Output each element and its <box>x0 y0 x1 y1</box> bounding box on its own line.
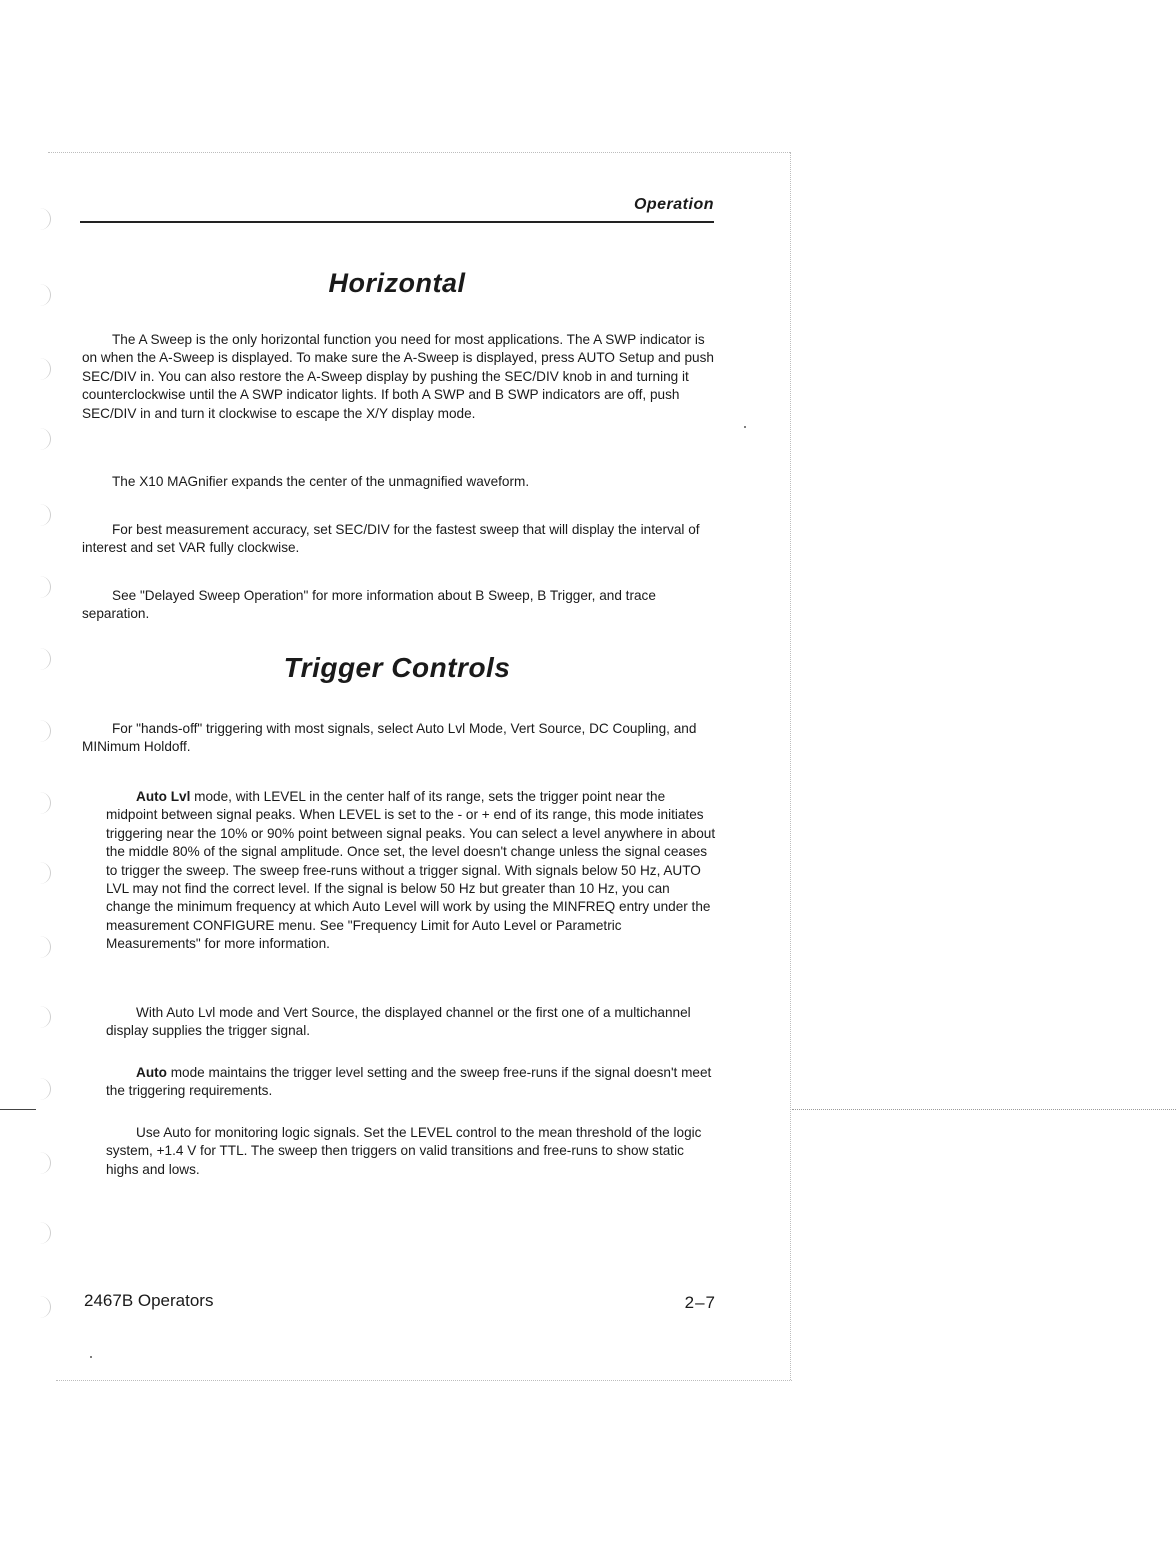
scan-edge-right <box>790 152 791 1380</box>
footer-page-number: 2–7 <box>684 1293 716 1312</box>
binder-hole-mark <box>36 862 51 884</box>
scan-line-left <box>0 1109 36 1110</box>
trigger-paragraph-1: For "hands-off" triggering with most signals, select Auto Lvl Mode, Vert Source, DC Coupling, and MINimum Holdoff. <box>82 721 697 755</box>
binder-hole-mark <box>36 284 51 306</box>
binder-hole-mark <box>36 504 51 526</box>
binder-hole-mark <box>36 792 51 814</box>
binder-hole-mark <box>36 576 51 598</box>
trigger-paragraph-auto <box>106 1064 718 1101</box>
binder-hole-mark <box>36 1078 51 1100</box>
scan-speck <box>90 1356 92 1358</box>
binder-hole-mark <box>36 1222 51 1244</box>
horizontal-paragraph-1: The A Sweep is the only horizontal function you need for most applications. The A SWP indicator is on when the A-Sweep is displayed. To make sure the A-Sweep is displayed, press AUTO Setup and push SEC/DIV in. You can also restore the A-Sweep display by pushing the SEC/DIV knob in and turning it counterclockwise until the A SWP indicator lights. If both A SWP and B SWP indicators are off, push SEC/DIV in and turn it clockwise to escape the X/Y display mode. <box>82 332 714 421</box>
binder-hole-mark <box>36 1152 51 1174</box>
auto-text: mode maintains the trigger level setting and the sweep free-runs if the signal doesn't meet the triggering requirements. <box>106 1065 712 1099</box>
scan-edge-top <box>48 152 790 153</box>
auto-term: Auto <box>136 1065 167 1080</box>
auto-lvl-term: Auto Lvl <box>136 789 191 804</box>
scan-line-right <box>792 1109 1176 1110</box>
binder-hole-mark <box>36 1296 51 1318</box>
binder-hole-mark <box>36 1006 51 1028</box>
binder-hole-mark <box>36 428 51 450</box>
auto-lvl-text: mode, with LEVEL in the center half of its range, sets the trigger point near the midpoint between signal peaks. When LEVEL is set to the - or + end of its range, this mode initiates triggering near the 10% or 90% point between signal peaks. You can select a level anywhere in about the middle 80% of the signal amplitude. Once set, the level doesn't change unless the signal ceases to trigger the sweep. The sweep free-runs without a trigger signal. With signals below 50 Hz, AUTO LVL may not find the correct level. If the signal is below 50 Hz but greater than 10 Hz, you can change the minimum frequency at which Auto Level will work by using the MINFREQ entry under the measurement CONFIGURE menu. See "Frequency Limit for Auto Level or Parametric Measurements" for more information. <box>106 789 716 952</box>
trigger-paragraph-3: With Auto Lvl mode and Vert Source, the displayed channel or the first one of a multichannel display supplies the trigger signal. <box>106 1005 691 1039</box>
scan-speck <box>744 426 746 428</box>
horizontal-paragraph-3: For best measurement accuracy, set SEC/DIV for the fastest sweep that will display the interval of interest and set VAR fully clockwise. <box>82 522 700 556</box>
binder-hole-mark <box>36 358 51 380</box>
scan-edge-bottom <box>56 1380 792 1381</box>
header-rule <box>80 221 714 223</box>
binder-hole-mark <box>36 648 51 670</box>
trigger-paragraph-auto-lvl <box>106 788 718 954</box>
section-title-trigger-controls: Trigger Controls <box>283 652 511 683</box>
section-title-horizontal: Horizontal <box>328 268 466 298</box>
running-head: Operation <box>633 196 714 213</box>
trigger-paragraph-5: Use Auto for monitoring logic signals. Set the LEVEL control to the mean threshold of the logic system, +1.4 V for TTL. The sweep then triggers on valid transitions and free-runs to show static highs and lows. <box>106 1125 702 1177</box>
footer-manual-name: 2467B Operators <box>84 1291 214 1310</box>
horizontal-paragraph-2: The X10 MAGnifier expands the center of the unmagnified waveform. <box>112 474 530 489</box>
binder-hole-mark <box>36 208 51 230</box>
binder-hole-mark <box>36 936 51 958</box>
binder-hole-mark <box>36 720 51 742</box>
horizontal-paragraph-4: See "Delayed Sweep Operation" for more information about B Sweep, B Trigger, and trace separation. <box>82 588 656 622</box>
